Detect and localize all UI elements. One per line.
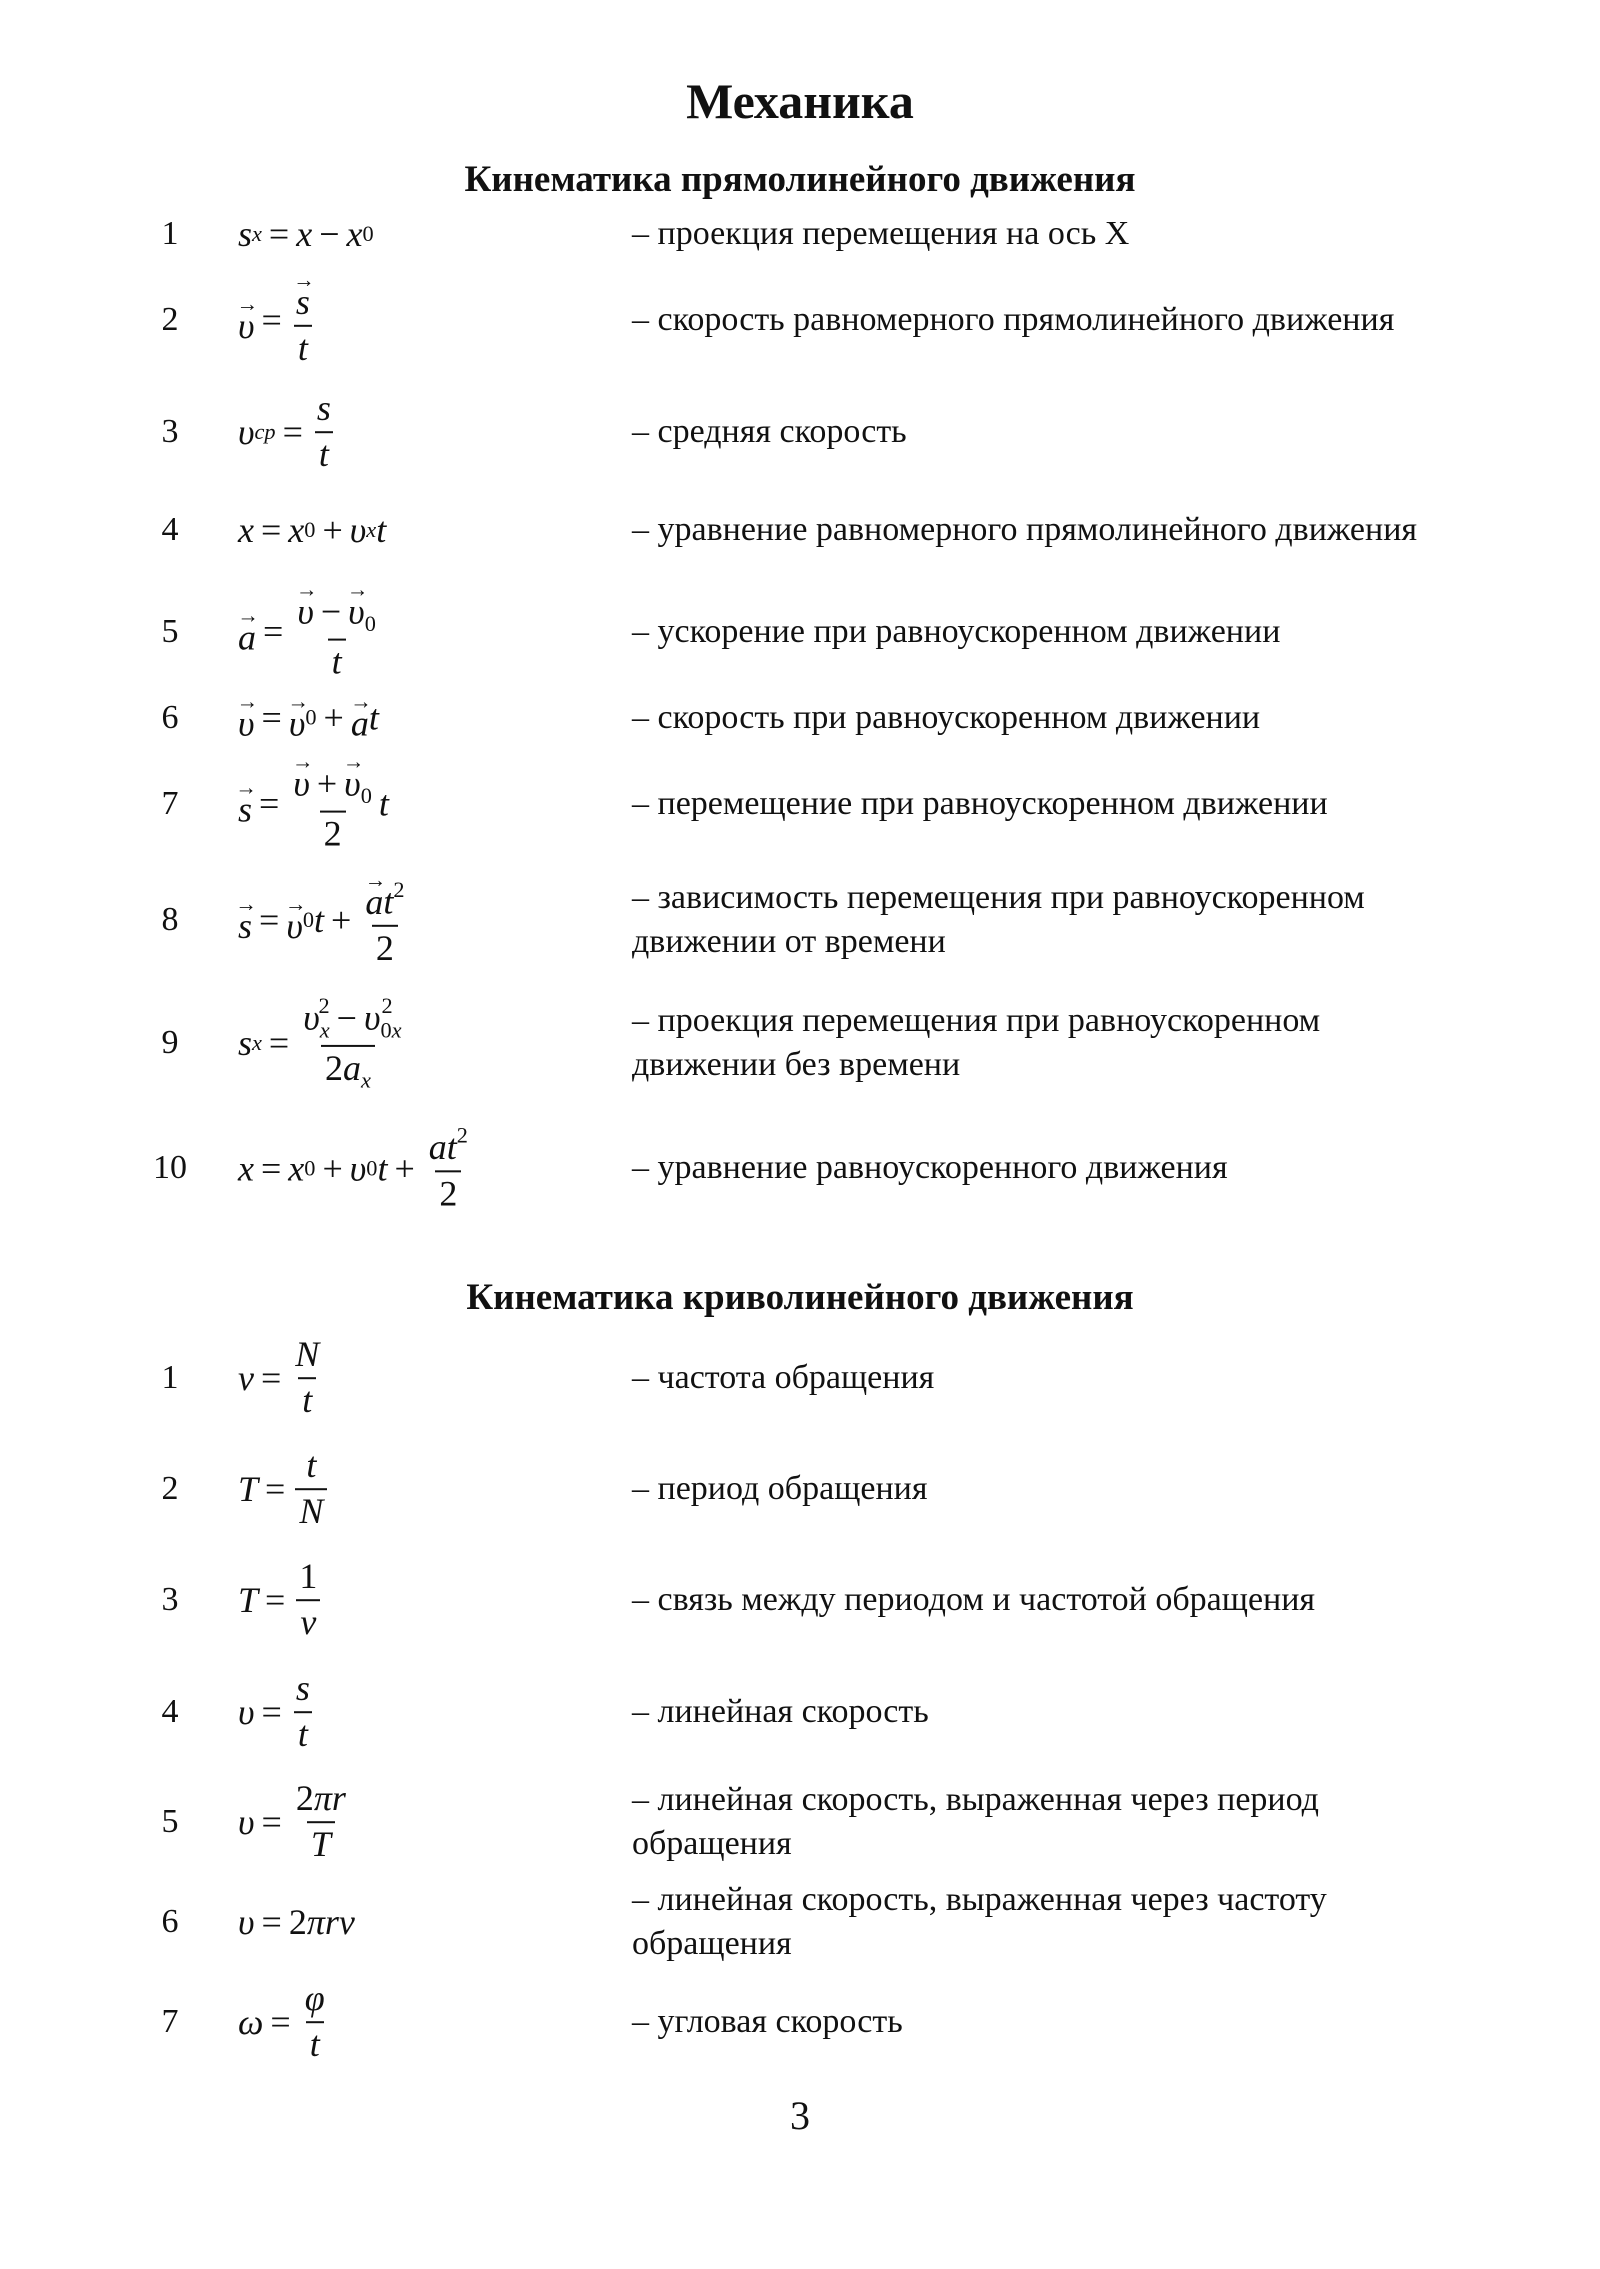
formula-angular-velocity: ω = $\frac{\varphi}{t}$ [238, 1978, 325, 2064]
section-heading-curvilinear: Кинематика криволинейного движения [466, 1277, 1134, 1318]
formula-accelerated-velocity: → υ = → υ 0 + → a t [238, 695, 379, 742]
formula-description: – перемещение при равноускоренном движении [632, 785, 1328, 822]
formula-number: 4 [161, 511, 179, 548]
formula-linear-velocity-period: υ = $\frac{2\pi r}{T}$ [238, 1778, 346, 1864]
formula-number: 2 [161, 1470, 179, 1507]
formula-period: T = $\frac{t}{N}$ [238, 1447, 330, 1531]
formula-number: 3 [161, 413, 179, 450]
formula-description: – скорость равномерного прямолинейного движения [632, 301, 1395, 338]
formula-number: 1 [161, 215, 179, 252]
page-number: 3 [790, 2093, 810, 2138]
formula-period-frequency: T = $\frac{1}{\nu}$ [238, 1558, 324, 1642]
formula-displacement-no-time: s x = $\frac{\upsilon_x^2 - \upsilon_{0x}^2}{2a_x}$ [238, 992, 402, 1093]
formula-acceleration: → a = → $\frac{\upsilon -\to \upsilon_0}{t}$ [238, 583, 383, 682]
page-title: Механика [686, 73, 914, 129]
formula-uniform-velocity: → υ = → $\frac{s}{t}$ [238, 273, 317, 367]
formula-number: 10 [153, 1149, 187, 1186]
formula-number: 4 [161, 1693, 179, 1730]
formula-displacement-time: → s = → υ 0 t + → $\frac{at^2}{2}$ [238, 873, 412, 967]
formula-number: 6 [161, 699, 179, 736]
formula-description: – ускорение при равноускоренном движении [632, 613, 1281, 650]
formula-displacement-projection: s x = x − x 0 [238, 214, 374, 254]
formula-number: 6 [161, 1903, 179, 1940]
formula-accelerated-displacement: → s = → $\frac{\upsilon +\to \upsilon_0}{2}$ t [238, 755, 389, 854]
formula-number: 5 [161, 1803, 179, 1840]
formula-description: – уравнение равномерного прямолинейного движения [632, 511, 1418, 548]
formula-description: – линейная скорость, выраженная через частоту обращения [632, 1881, 1327, 1962]
formula-number: 7 [161, 785, 179, 822]
formula-description: – угловая скорость [632, 2003, 903, 2040]
formula-description: – частота обращения [632, 1359, 935, 1396]
formula-number: 7 [161, 2003, 179, 2040]
formula-description: – линейная скорость, выраженная через период обращения [632, 1781, 1319, 1862]
formula-linear-velocity-frequency: υ = 2 πrν [238, 1902, 355, 1942]
formula-uniform-motion-equation: x = x 0 + υ x t [238, 510, 387, 550]
formula-accelerated-motion-equation: x = x 0 + υ 0 t + $\frac{at^2}{2}$ [238, 1122, 468, 1213]
formula-number: 3 [161, 1581, 179, 1618]
formula-number: 2 [161, 301, 179, 338]
formula-description: – проекция перемещения на ось X [632, 215, 1130, 252]
formula-average-velocity: υ ср = $\frac{s}{t}$ [238, 388, 331, 474]
formula-frequency: ν = $\frac{N}{t}$ [238, 1334, 320, 1420]
formula-number: 8 [161, 901, 179, 938]
formula-description: – уравнение равноускоренного движения [632, 1149, 1228, 1186]
section-heading-rectilinear: Кинематика прямолинейного движения [464, 159, 1136, 200]
formula-description: – период обращения [632, 1470, 928, 1507]
formula-description: – проекция перемещения при равноускоренном движении без времени [632, 1002, 1321, 1083]
formula-description: – зависимость перемещения при равноускоренном движении от времени [632, 879, 1365, 960]
formula-number: 5 [161, 613, 179, 650]
formula-description: – связь между периодом и частотой обращения [632, 1581, 1316, 1618]
formula-number: 1 [161, 1359, 179, 1396]
formula-description: – линейная скорость [632, 1693, 929, 1730]
formula-number: 9 [161, 1024, 179, 1061]
formula-description: – скорость при равноускоренном движении [632, 699, 1261, 736]
formula-linear-velocity: υ = $\frac{s}{t}$ [238, 1668, 310, 1754]
formula-description: – средняя скорость [632, 413, 907, 450]
